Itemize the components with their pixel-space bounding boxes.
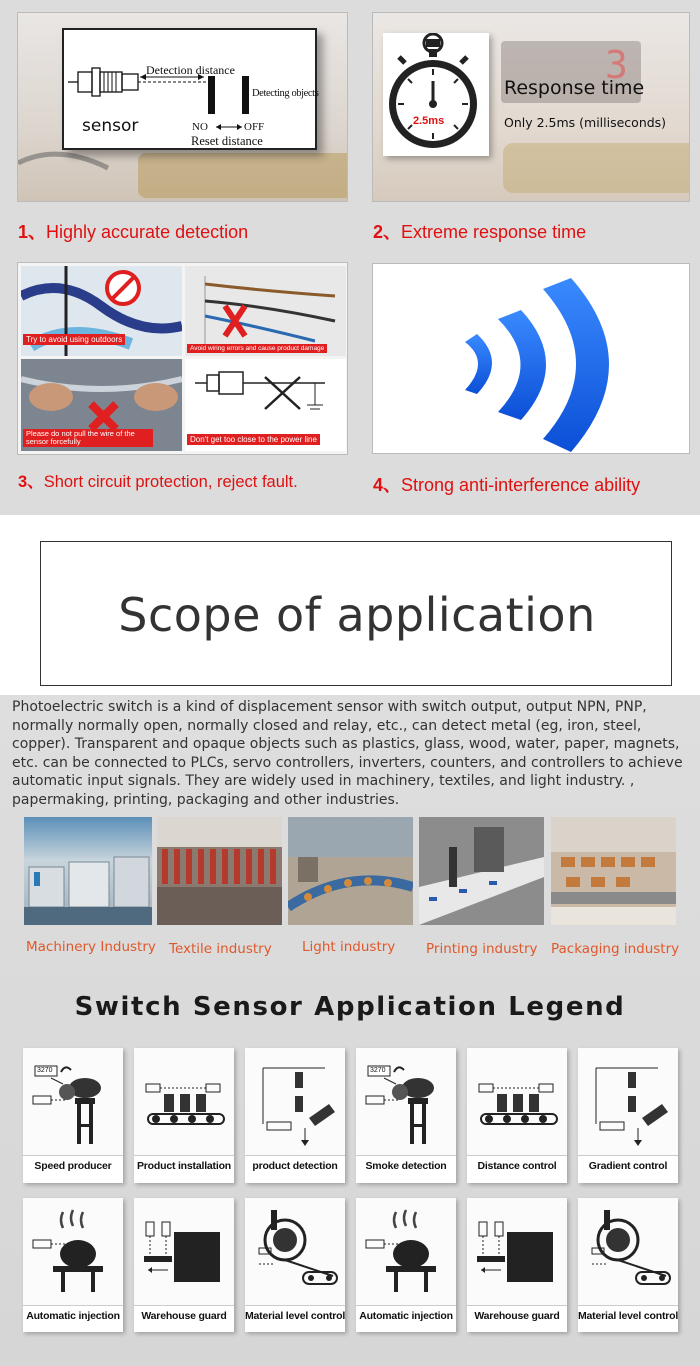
legend-label: Smoke detection bbox=[365, 1160, 447, 1172]
legend-card-automatic-injection bbox=[23, 1198, 123, 1332]
caption-number: 3、 bbox=[18, 473, 44, 491]
caption-number: 1、 bbox=[18, 222, 47, 242]
legend-card-image bbox=[578, 1048, 678, 1156]
warning-outdoors: Try to avoid using outdoors bbox=[23, 334, 125, 345]
response-time-panel bbox=[372, 12, 690, 202]
bottle-detect-icon bbox=[578, 1048, 678, 1156]
power-line-warning-image bbox=[185, 359, 346, 451]
legend-card-material-level-control-2 bbox=[578, 1198, 678, 1332]
warning-wiring: Avoid wiring errors and cause product damage bbox=[187, 344, 327, 353]
scope-title-box bbox=[40, 541, 672, 686]
caption-protection bbox=[18, 468, 298, 492]
warehouse-icon bbox=[467, 1198, 567, 1306]
packaging-photo-icon bbox=[551, 817, 676, 925]
textile-photo bbox=[157, 817, 282, 925]
legend-card-image bbox=[356, 1198, 456, 1306]
legend-card-image bbox=[245, 1048, 345, 1156]
caption-anti-interference bbox=[373, 471, 640, 497]
legend-label: Automatic injection bbox=[359, 1310, 453, 1322]
warning-power-line: Don't get too close to the power line bbox=[187, 434, 320, 445]
reset-distance-label: Reset distance bbox=[191, 134, 263, 148]
legend-card-material-level-control bbox=[245, 1198, 345, 1332]
industry-label: Textile industry bbox=[169, 941, 272, 957]
legend-label: Gradient control bbox=[588, 1160, 668, 1172]
application-section bbox=[0, 695, 700, 1366]
detection-diagram-card bbox=[62, 28, 317, 150]
detecting-objects-label: Detecting objects bbox=[252, 88, 319, 99]
features-section bbox=[0, 0, 700, 515]
protection-panel bbox=[17, 262, 348, 455]
legend-card-image bbox=[467, 1198, 567, 1306]
caption-response-time bbox=[373, 218, 586, 244]
caption-number: 2、 bbox=[373, 222, 402, 242]
stopwatch-icon bbox=[383, 33, 489, 156]
smoke-pot-icon bbox=[356, 1198, 456, 1306]
legend-card-image bbox=[134, 1198, 234, 1306]
wireless-signal-icon bbox=[373, 264, 690, 454]
smoke-pot-icon bbox=[23, 1198, 123, 1306]
legend-card-gradient-control bbox=[578, 1048, 678, 1183]
textile-photo-icon bbox=[157, 817, 282, 925]
caption-text: Short circuit protection, reject fault. bbox=[43, 473, 298, 491]
legend-card-warehouse-guard-2 bbox=[467, 1198, 567, 1332]
reel-icon bbox=[578, 1198, 678, 1306]
conveyor-bottles-icon bbox=[134, 1048, 234, 1156]
counter-readout: 3270 bbox=[370, 1067, 386, 1074]
printing-photo-icon bbox=[419, 817, 544, 925]
caption-detection bbox=[18, 218, 248, 244]
warehouse-icon bbox=[134, 1198, 234, 1306]
legend-label: product detection bbox=[252, 1160, 338, 1172]
legend-label: Distance control bbox=[477, 1160, 557, 1172]
legend-label: Material level control bbox=[245, 1310, 346, 1322]
legend-card-image bbox=[134, 1048, 234, 1156]
legend-card-product-detection bbox=[245, 1048, 345, 1183]
industry-label: Printing industry bbox=[426, 941, 538, 957]
grinder-icon bbox=[23, 1048, 123, 1156]
legend-label: Warehouse guard bbox=[141, 1310, 227, 1322]
reel-icon bbox=[245, 1198, 345, 1306]
industry-label: Packaging industry bbox=[551, 941, 680, 957]
counter-readout: 3270 bbox=[37, 1067, 53, 1074]
legend-card-image bbox=[23, 1198, 123, 1306]
caption-text: Extreme response time bbox=[401, 222, 587, 242]
grinder-icon bbox=[356, 1048, 456, 1156]
legend-label: Automatic injection bbox=[26, 1310, 120, 1322]
caption-number: 4、 bbox=[373, 475, 402, 495]
legend-card-image bbox=[356, 1048, 456, 1156]
printing-photo bbox=[419, 817, 544, 925]
legend-card-image bbox=[467, 1048, 567, 1156]
stopwatch-card bbox=[383, 33, 489, 156]
display-digit: 3 bbox=[605, 43, 628, 87]
legend-title: Switch Sensor Application Legend bbox=[74, 992, 626, 1022]
caption-text: Highly accurate detection bbox=[46, 222, 249, 242]
light-industry-photo bbox=[288, 817, 413, 925]
legend-label: Warehouse guard bbox=[474, 1310, 560, 1322]
legend-card-automatic-injection-2 bbox=[356, 1198, 456, 1332]
pull-wire-warning-image bbox=[21, 359, 182, 451]
description-paragraph: Photoelectric switch is a kind of displacement sensor with switch output, output NPN, PNP, normally normally open, normally closed and relay, etc., can detect metal (eg, iron, steel, copper). Transparent and opaque objects such as plastics, glass, wood, water, paper, magnets, etc. can be connected to PLCs, servo controllers, inverters, counters, and controllers to achieve automatic input signals. They are widely used in machinery, textiles, and light industry. , papermaking, printing, packaging and other industries. bbox=[12, 699, 683, 808]
response-time-subtitle: Only 2.5ms (milliseconds) bbox=[504, 115, 667, 130]
wiring-icon bbox=[185, 266, 346, 356]
legend-label: Speed producer bbox=[34, 1160, 112, 1172]
sensor-label: sensor bbox=[82, 116, 139, 136]
industry-label: Light industry bbox=[302, 939, 396, 955]
packaging-photo bbox=[551, 817, 676, 925]
scope-title: Scope of application bbox=[118, 588, 596, 642]
wiring-warning-image bbox=[185, 266, 346, 356]
legend-label: Product installation bbox=[136, 1160, 231, 1172]
legend-card-image bbox=[578, 1198, 678, 1306]
stopwatch-value: 2.5ms bbox=[413, 115, 445, 127]
caption-text: Strong anti-interference ability bbox=[401, 475, 641, 495]
industry-label: Machinery Industry bbox=[26, 939, 156, 955]
machinery-photo-icon bbox=[24, 817, 152, 925]
legend-card-smoke-detection bbox=[356, 1048, 456, 1183]
off-label: OFF bbox=[244, 121, 265, 133]
response-time-title: Response time bbox=[504, 77, 645, 99]
legend-card-image bbox=[23, 1048, 123, 1156]
warning-pull-wire: Please do not pull the wire of the sensor forcefully bbox=[23, 429, 153, 447]
anti-interference-panel bbox=[372, 263, 690, 454]
bottle-detect-icon bbox=[245, 1048, 345, 1156]
legend-card-image bbox=[245, 1198, 345, 1306]
legend-label: Material level control bbox=[578, 1310, 679, 1322]
legend-card-distance-control bbox=[467, 1048, 567, 1183]
light-industry-photo-icon bbox=[288, 817, 413, 925]
legend-card-speed-producer bbox=[23, 1048, 123, 1183]
scope-section bbox=[0, 515, 700, 695]
conveyor-bottles-icon bbox=[467, 1048, 567, 1156]
legend-card-warehouse-guard bbox=[134, 1198, 234, 1332]
machinery-photo bbox=[24, 817, 152, 925]
legend-card-product-installation bbox=[134, 1048, 234, 1183]
no-label: NO bbox=[192, 121, 208, 133]
detection-panel bbox=[17, 12, 348, 202]
outdoor-warning-image bbox=[21, 266, 182, 356]
detection-distance-label: Detection distance bbox=[146, 63, 235, 77]
